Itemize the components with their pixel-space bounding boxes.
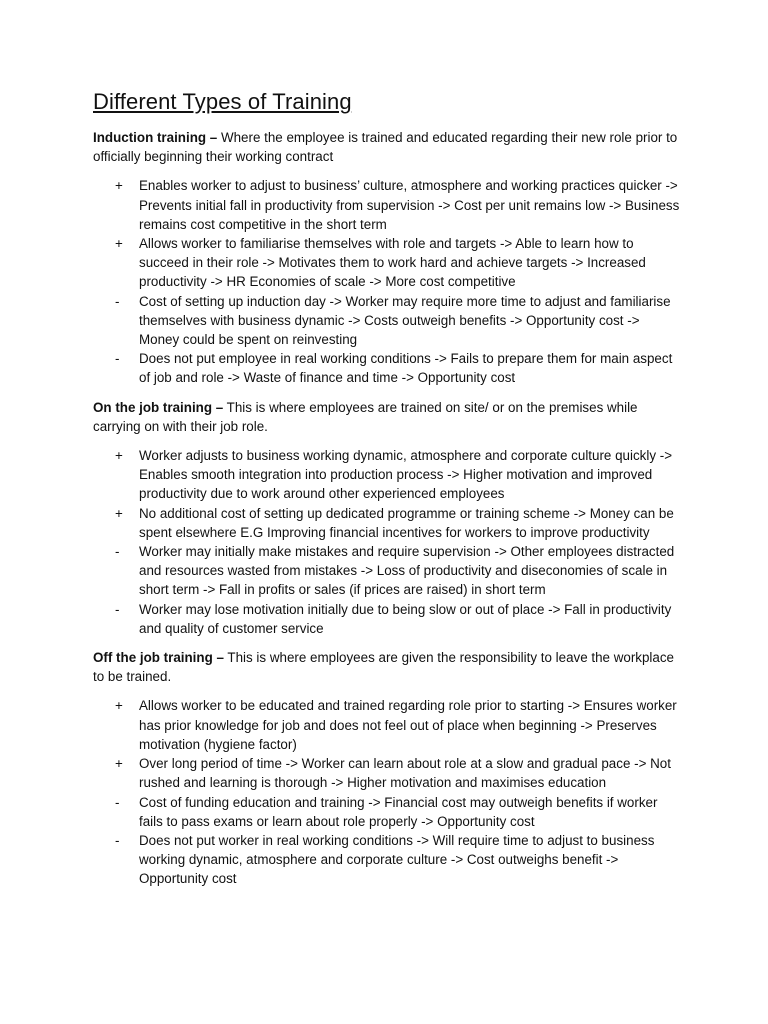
point-text: Over long period of time -> Worker can learn about role at a slow and gradual pace -> Not rushed and learning is thorough -> Higher motivation and maximises education	[139, 756, 671, 791]
bullet-marker: -	[115, 293, 120, 309]
bullet-marker: +	[115, 448, 123, 464]
bullet-marker: +	[115, 505, 123, 521]
point-text: Cost of setting up induction day -> Worker may require more time to adjust and familiarise themselves with business dynamic -> Costs outweigh benefits -> Opportunity cost -> Money could be spent on reinvesting	[139, 293, 671, 348]
section-off-the-job-intro	[93, 648, 683, 686]
section-term: Off the job training –	[93, 650, 224, 666]
list-item	[93, 542, 683, 600]
point-text: No additional cost of setting up dedicated programme or training scheme -> Money can be spent elsewhere E.G Improving financial incentives for workers to improve productivity	[139, 505, 674, 540]
section-description: This is where employees are given the responsibility to leave the workplace to be trained.	[93, 650, 674, 685]
bullet-marker: -	[115, 794, 120, 810]
section-off-the-job-points	[93, 696, 683, 888]
bullet-marker: +	[115, 698, 123, 714]
point-text: Does not put worker in real working conditions -> Will require time to adjust to business working dynamic, atmosphere and corporate culture -> Cost outweighs benefit -> Opportunity cost	[139, 832, 655, 887]
section-term: On the job training –	[93, 399, 224, 415]
point-text: Enables worker to adjust to business’ culture, atmosphere and working practices quicker -> Prevents initial fall in productivity from supervision -> Cost per unit remains low -> Business remains cost competitive in the short term	[139, 178, 680, 232]
list-item	[93, 754, 683, 792]
bullet-marker: -	[115, 601, 120, 617]
bullet-marker: -	[115, 832, 120, 848]
list-item	[93, 234, 683, 292]
point-text: Worker adjusts to business working dynamic, atmosphere and corporate culture quickly -> Enables smooth integration into production process -> Higher motivation and improved productivity due to work around other experienced employees	[139, 448, 673, 502]
section-description: Where the employee is trained and educated regarding their new role prior to officially beginning their working contract	[93, 130, 678, 165]
list-item	[93, 446, 683, 504]
section-induction-points	[93, 176, 683, 387]
list-item	[93, 831, 683, 889]
list-item	[93, 600, 683, 638]
bullet-marker: +	[115, 756, 123, 772]
point-text: Allows worker to be educated and trained regarding role prior to starting -> Ensures worker has prior knowledge for job and does not feel out of place when beginning -> Preserves motivation (hygiene factor)	[139, 698, 677, 752]
document-body	[93, 88, 683, 899]
point-text: Worker may initially make mistakes and require supervision -> Other employees distracted and resources wasted from mistakes -> Loss of productivity and diseconomies of scale in short term -> Fall in profits or sales (if prices are raised) in short term	[139, 544, 675, 598]
bullet-marker: +	[115, 178, 123, 194]
point-text: Cost of funding education and training -> Financial cost may outweigh benefits if worker fails to pass exams or learn about role properly -> Opportunity cost	[139, 794, 658, 829]
bullet-marker: -	[115, 351, 120, 367]
list-item	[93, 504, 683, 542]
list-item	[93, 696, 683, 754]
section-description: This is where employees are trained on site/ or on the premises while carrying on with their job role.	[93, 399, 638, 434]
document-title: Different Types of Training	[93, 89, 352, 114]
point-text: Allows worker to familiarise themselves with role and targets -> Able to learn how to succeed in their role -> Motivates them to work hard and achieve targets -> Increased productivity -> HR Economies of scale -> More cost competitive	[139, 236, 646, 290]
list-item	[93, 176, 683, 234]
section-on-the-job-intro	[93, 398, 683, 436]
list-item	[93, 793, 683, 831]
section-induction-intro	[93, 128, 683, 166]
bullet-marker: -	[115, 544, 120, 560]
section-on-the-job-points	[93, 446, 683, 638]
point-text: Does not put employee in real working conditions -> Fails to prepare them for main aspect of job and role -> Waste of finance and time -> Opportunity cost	[139, 351, 673, 386]
point-text: Worker may lose motivation initially due to being slow or out of place -> Fall in productivity and quality of customer service	[139, 601, 672, 636]
list-item	[93, 349, 683, 387]
bullet-marker: +	[115, 236, 123, 252]
list-item	[93, 292, 683, 350]
section-term: Induction training –	[93, 130, 218, 145]
